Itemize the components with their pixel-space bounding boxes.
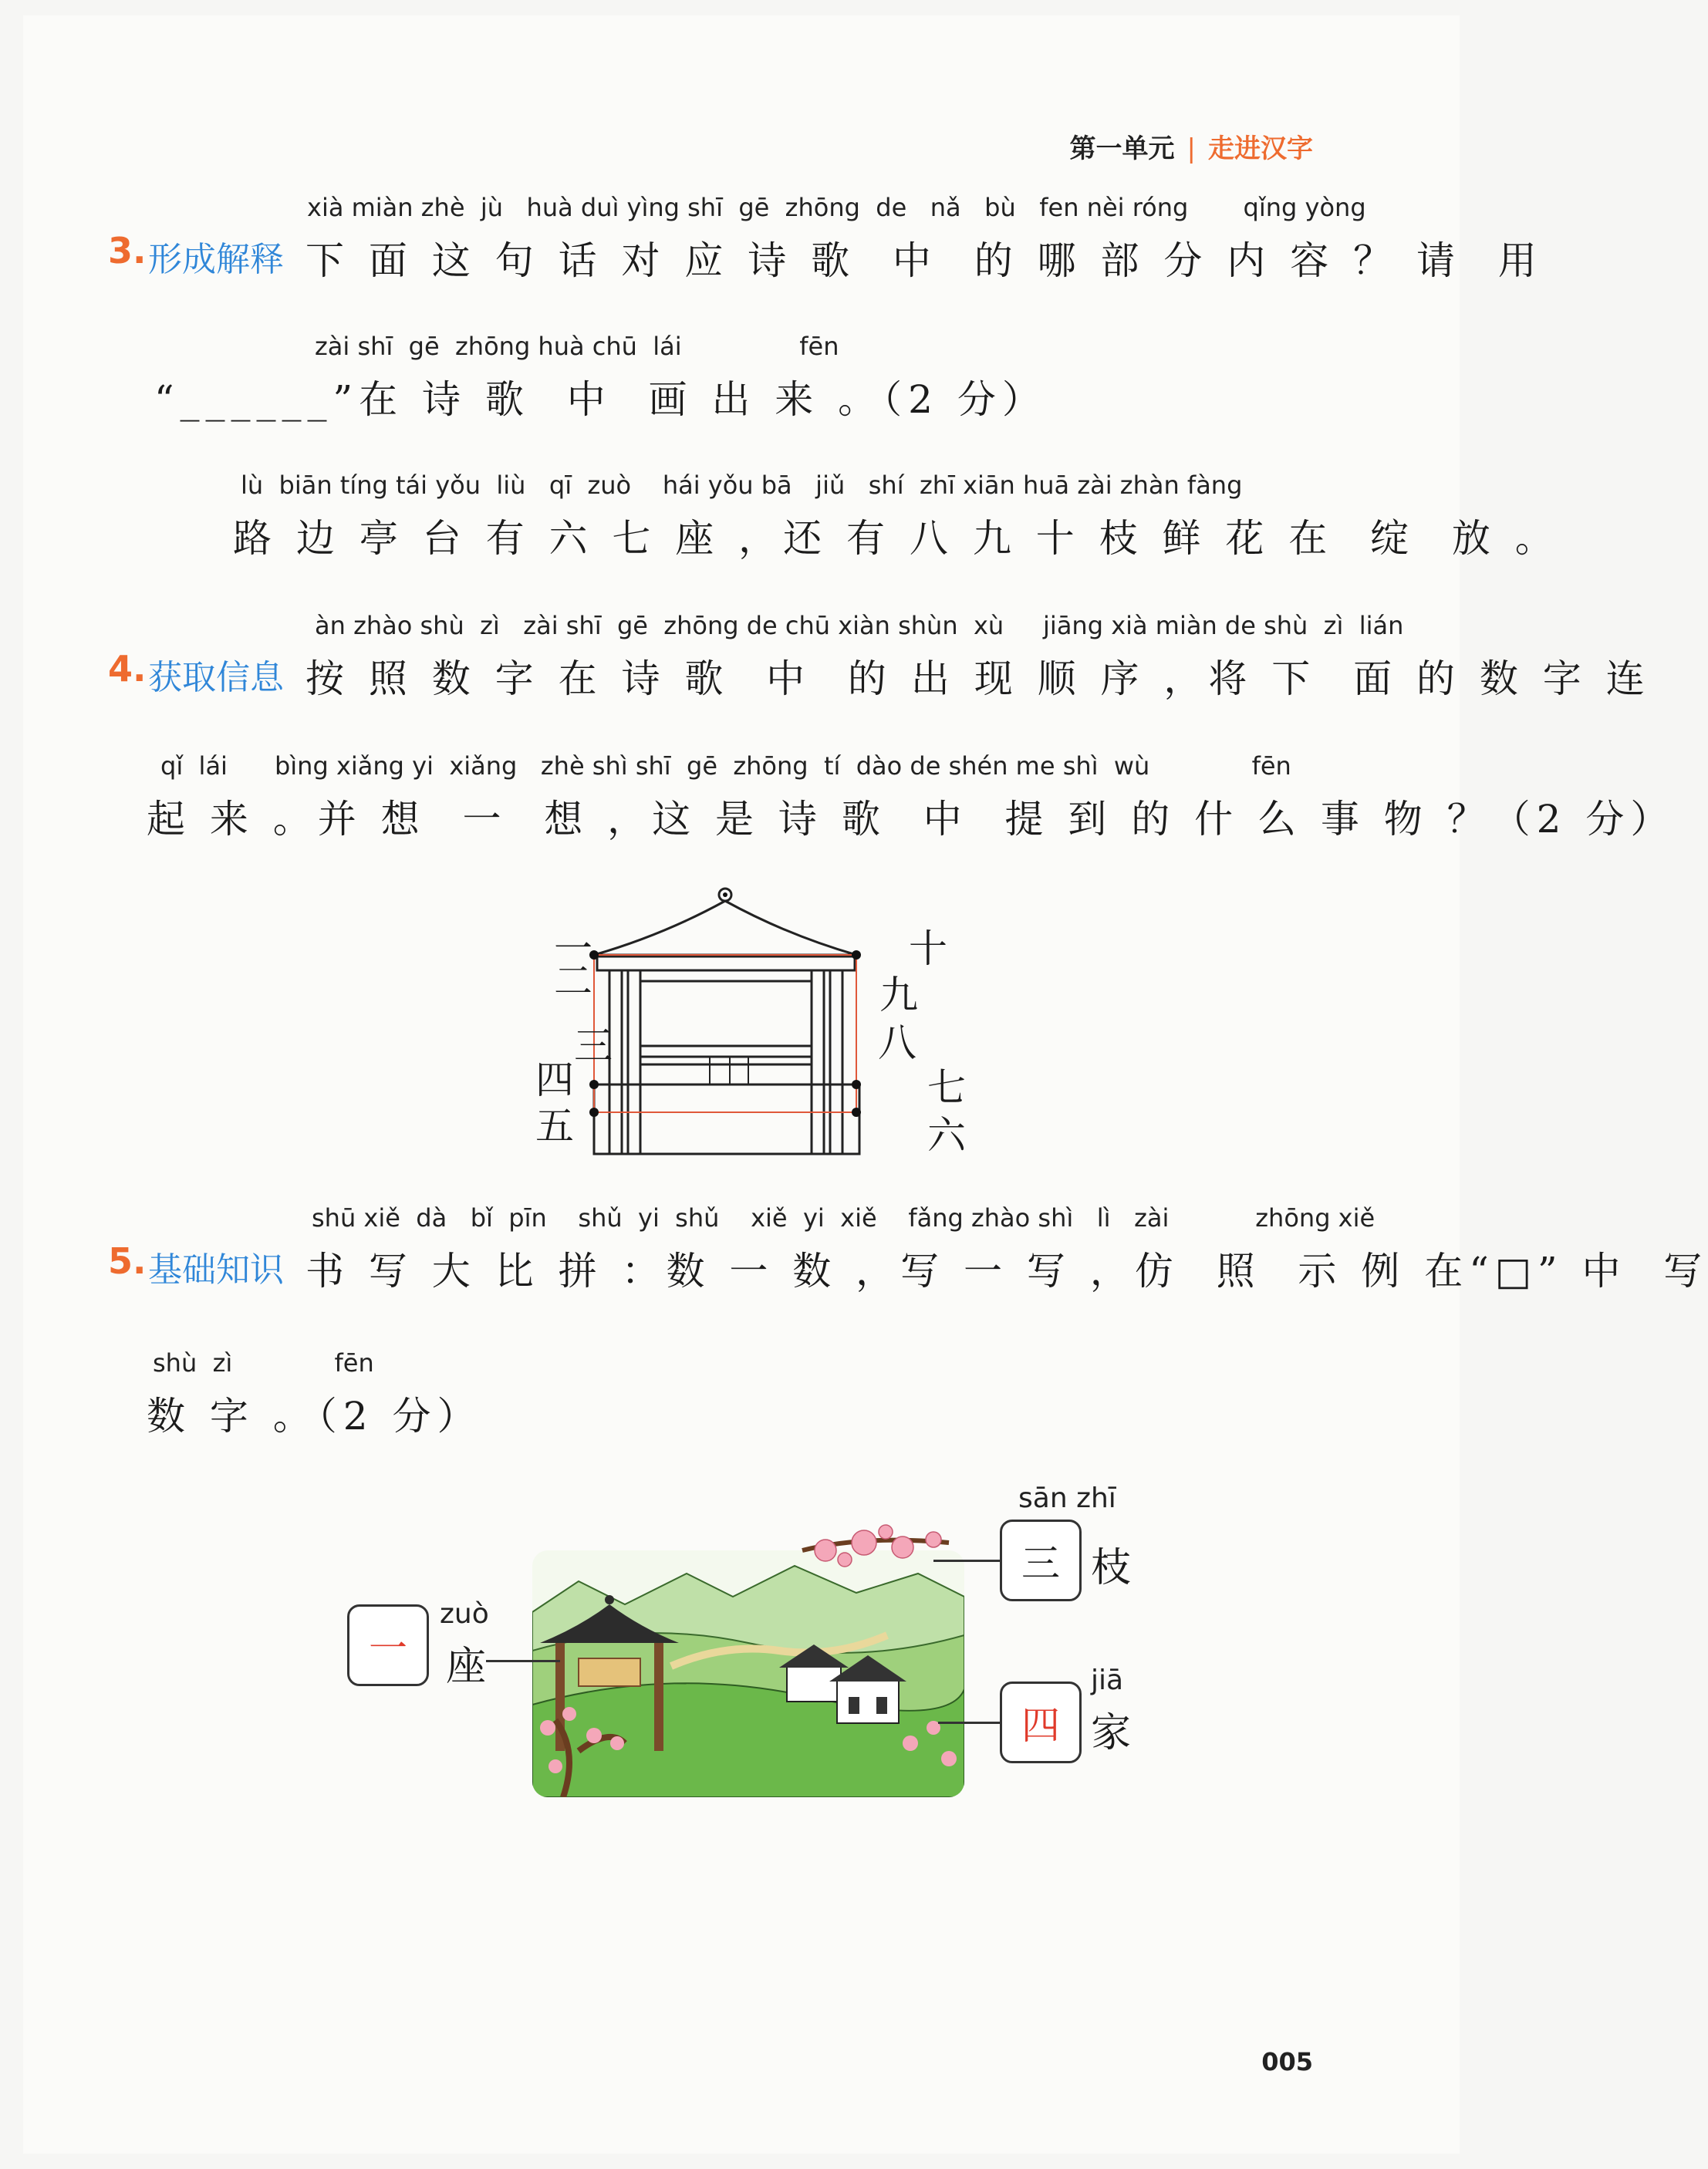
pavilion-number-ten: 十 [909, 926, 947, 971]
q4-line1-text: 按 照 数 字 在 诗 歌 中 的 出 现 顺 序 ，将 下 面 的 数 字 连 [305, 656, 1651, 701]
q4-line2-pinyin: qǐ lái bìng xiǎng yi xiǎng zhè shì shī gē zhōng tí dào de shén me shì wù fēn [160, 751, 1291, 781]
q4-line2-text: 起 来 。并 想 一 想 ，这 是 诗 歌 中 提 到 的 什 么 事 物 ？（2 分） [147, 797, 1676, 842]
pavilion-number-three: 三 [574, 1024, 613, 1068]
q5-line2-pinyin: shù zì fēn [153, 1348, 374, 1378]
pavilion-number-six: 六 [927, 1113, 966, 1158]
landscape-illustration [532, 1550, 964, 1797]
q3-sentence-text: 路 边 亭 台 有 六 七 座 ，还 有 八 九 十 枝 鲜 花 在 绽 放 。 [233, 516, 1560, 561]
pavilion-number-two: 二 [554, 959, 592, 1004]
q5-line1-pinyin: shū xiě dà bǐ pīn shǔ yi shǔ xiě yi xiě fǎng zhào shì lì zài zhōng xiě [312, 1203, 1376, 1233]
q5-pinyin-zuo: zuò [440, 1598, 489, 1630]
q3-tag: 形成解释 [148, 240, 284, 279]
page-header [1070, 127, 1313, 165]
unit-topic: 走进汉字 [1208, 133, 1313, 164]
q3-line1-pinyin: xià miàn zhè jù huà duì yìng shī gē zhōng de nǎ bù fen nèi róng qǐng yòng [307, 193, 1366, 222]
q4-number: 4. [108, 648, 147, 690]
pavilion-number-four: 四 [535, 1058, 574, 1102]
q5-number: 5. [108, 1240, 147, 1282]
q5-connector-jia [938, 1722, 1000, 1724]
q3-line2-text: “______”在 诗 歌 中 画 出 来 。（2 分） [154, 377, 1047, 422]
q3-number: 3. [108, 230, 147, 272]
q5-word-zuo: 座 [446, 1644, 487, 1690]
pavilion-number-nine: 九 [879, 973, 918, 1017]
q3-line2-pinyin: zài shī gē zhōng huà chū lái fēn [315, 332, 839, 361]
workbook-page [23, 15, 1708, 2154]
q5-word-zhi: 枝 [1091, 1545, 1132, 1591]
header-separator: | [1186, 133, 1196, 164]
q5-connector-zhi [933, 1560, 1000, 1562]
unit-title: 第一单元 [1069, 133, 1175, 164]
q3-sentence-pinyin: lù biān tíng tái yǒu liù qī zuò hái yǒu bā jiǔ shí zhī xiān huā zài zhàn fàng [241, 471, 1243, 500]
pavilion-number-five: 五 [535, 1104, 574, 1149]
pavilion-number-one: 一 [554, 926, 592, 971]
q5-line1-text: 书 写 大 比 拼 ：数 一 数 ，写 一 写 ，仿 照 示 例 在“□” 中 写 [305, 1249, 1708, 1294]
q5-answer-box-zhi[interactable]: 三 [1000, 1520, 1082, 1601]
q4-tag: 获取信息 [148, 658, 284, 697]
q5-answer-box-zuo[interactable]: 一 [347, 1604, 429, 1686]
q4-line1-pinyin: àn zhào shù zì zài shī gē zhōng de chū xiàn shùn xù jiāng xià miàn de shù zì lián [315, 611, 1404, 640]
page-number: 005 [1261, 2047, 1313, 2076]
q5-line2-text: 数 字 。（2 分） [147, 1394, 482, 1439]
q5-pinyin-jia: jiā [1091, 1665, 1124, 1696]
q5-tag: 基础知识 [148, 1250, 284, 1290]
pavilion-number-seven: 七 [927, 1065, 966, 1110]
q5-pinyin-zhi: sān zhī [1018, 1483, 1116, 1514]
q5-word-jia: 家 [1091, 1710, 1132, 1756]
pavilion-number-eight: 八 [878, 1020, 916, 1065]
q5-answer-box-jia[interactable]: 四 [1000, 1682, 1082, 1763]
q3-line1-text: 下 面 这 句 话 对 应 诗 歌 中 的 哪 部 分 内 容 ？ 请 用 [305, 238, 1543, 283]
q5-connector-zuo [486, 1660, 560, 1662]
blossom-branch-illustration [795, 1512, 964, 1581]
